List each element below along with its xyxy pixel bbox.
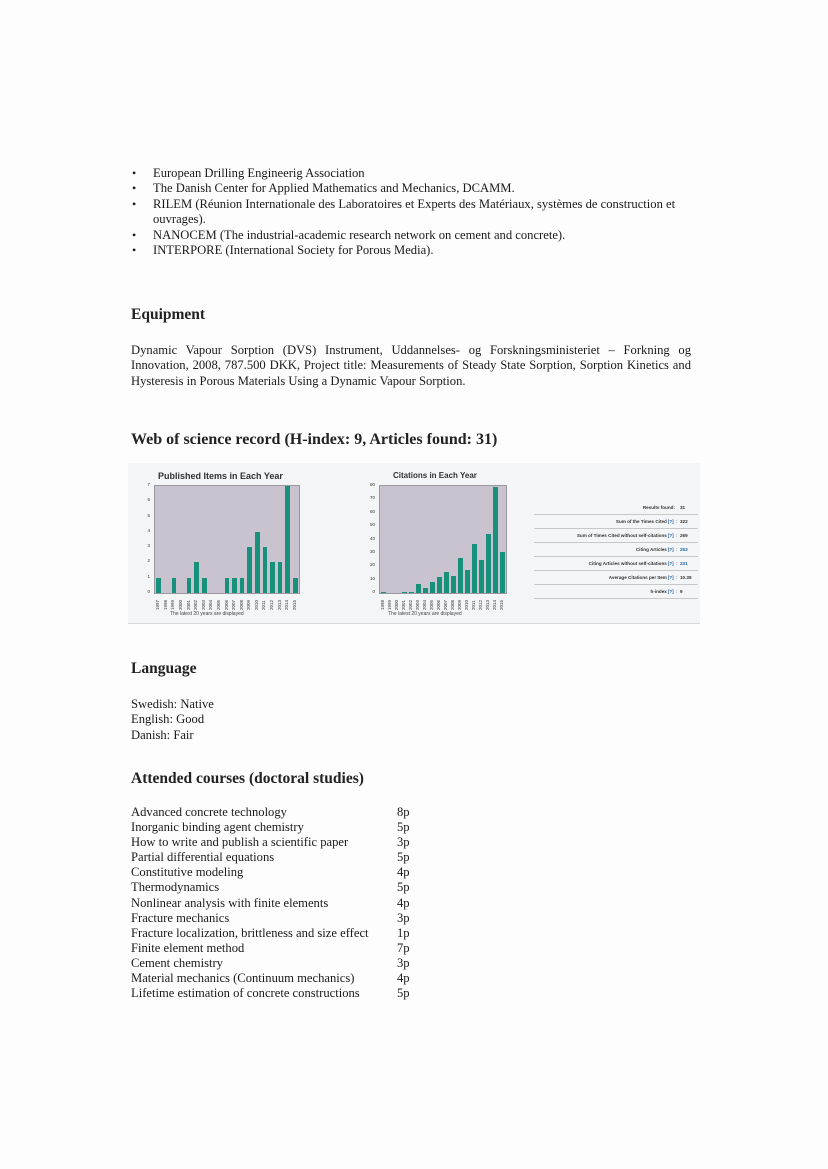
chart-caption: The latest 20 years are displayed: [388, 611, 462, 617]
course-points: 3p: [397, 955, 410, 970]
x-tick-label: 2010: [464, 599, 469, 610]
x-tick-label: 2004: [422, 599, 427, 610]
x-tick-label: 1999: [387, 599, 392, 610]
chart-title: Citations in Each Year: [393, 471, 477, 480]
course-points: 4p: [397, 971, 410, 986]
bar: [437, 577, 441, 593]
bar: [156, 578, 161, 593]
course-name: Nonlinear analysis with finite elements: [131, 895, 329, 910]
stat-row: [534, 501, 698, 515]
stat-separator: :: [675, 575, 677, 580]
bar: [247, 547, 252, 593]
x-tick-label: 1997: [155, 599, 161, 610]
citation-stats: [534, 501, 698, 599]
bar: [278, 562, 283, 593]
x-tick-label: 2014: [492, 599, 497, 610]
bar: [486, 534, 490, 593]
help-link-icon[interactable]: [?]: [667, 589, 674, 594]
bar: [479, 560, 483, 593]
stat-value[interactable]: 231: [680, 561, 688, 566]
course-points: 3p: [397, 910, 410, 925]
help-link-icon[interactable]: [?]: [667, 519, 674, 524]
x-tick-label: 2006: [436, 599, 441, 610]
bar: [444, 572, 448, 593]
course-points: 5p: [397, 820, 410, 835]
x-tick-label: 2002: [193, 599, 199, 610]
stat-row: [534, 529, 698, 543]
plot-area: [379, 485, 507, 594]
stat-row: [534, 557, 698, 571]
x-tick-label: 2008: [238, 599, 244, 610]
x-tick-label: 1999: [170, 599, 176, 610]
x-tick-label: 2010: [253, 599, 259, 610]
bar: [202, 578, 207, 593]
bar: [458, 558, 462, 593]
y-tick-label: 6: [147, 497, 150, 503]
courses-heading: Attended courses (doctoral studies): [131, 770, 364, 787]
courses-table: [131, 805, 431, 1001]
bar: [381, 592, 385, 593]
course-row: [131, 896, 431, 911]
stat-value: 269: [680, 533, 688, 538]
plot-area: [154, 485, 300, 594]
bar: [232, 578, 237, 593]
x-tick-label: 2001: [185, 599, 191, 610]
memberships-list: [132, 166, 692, 258]
stat-value: 9: [680, 589, 683, 594]
course-points: 5p: [397, 850, 410, 865]
y-tick-label: 80: [369, 482, 375, 487]
stat-label: Sum of the Times Cited: [615, 519, 667, 524]
y-tick-label: 70: [369, 495, 375, 501]
course-name: Fracture localization, brittleness and size effect: [131, 925, 369, 940]
stat-row: [534, 543, 698, 557]
membership-item: • The Danish Center for Applied Mathematics and Mechanics, DCAMM.: [132, 181, 692, 196]
x-tick-label: 2003: [415, 599, 420, 610]
bar: [409, 592, 413, 593]
bar: [416, 584, 420, 593]
stat-separator: :: [675, 561, 677, 566]
course-row: [131, 835, 431, 850]
language-item: English: Good: [131, 712, 205, 727]
membership-item: • RILEM (Réunion Internationale des Laboratoires et Experts des Matériaux, systèmes de construction et ouvrages).: [132, 197, 692, 228]
membership-item: • NANOCEM (The industrial-academic research network on cement and concrete).: [132, 228, 692, 243]
bar: [423, 588, 427, 593]
course-row: [131, 956, 431, 971]
stat-value: 31: [680, 505, 686, 510]
course-name: Cement chemistry: [131, 955, 223, 970]
chart-title: Published Items in Each Year: [158, 471, 283, 481]
wos-heading: Web of science record (H-index: 9, Articles found: 31): [131, 431, 498, 448]
course-row: [131, 805, 431, 820]
y-tick-label: 0: [372, 589, 375, 594]
stat-row: [534, 515, 698, 529]
stat-value: 322: [680, 519, 688, 524]
bar: [255, 532, 260, 593]
published-items-chart: [138, 463, 298, 623]
x-tick-label: 1998: [162, 599, 168, 610]
x-tick-label: 2012: [268, 599, 274, 610]
stat-value[interactable]: 253: [680, 547, 688, 552]
bar: [285, 486, 290, 593]
y-tick-label: 30: [369, 548, 375, 554]
membership-item: • INTERPORE (International Society for Porous Media).: [132, 243, 692, 258]
x-tick-label: 2001: [401, 599, 406, 610]
help-link-icon[interactable]: [?]: [667, 575, 674, 580]
stat-value: 10.39: [680, 575, 692, 580]
course-row: [131, 865, 431, 880]
x-tick-label: 2015: [291, 599, 297, 610]
stat-separator: :: [675, 589, 677, 594]
x-tick-label: 2002: [408, 599, 413, 610]
y-tick-label: 1: [147, 573, 150, 579]
equipment-heading: Equipment: [131, 306, 206, 323]
language-item: Swedish: Native: [131, 697, 214, 711]
bar: [472, 544, 476, 593]
course-name: Partial differential equations: [131, 850, 275, 865]
language-heading: Language: [131, 660, 197, 677]
bar: [293, 578, 298, 593]
bar: [270, 562, 275, 593]
x-tick-label: 2005: [429, 599, 434, 610]
x-tick-label: 2013: [485, 599, 490, 610]
bar: [240, 578, 245, 593]
stat-label: Results found:: [642, 505, 675, 510]
bar: [493, 487, 497, 593]
y-tick-label: 3: [147, 543, 150, 549]
x-tick-label: 2015: [499, 599, 504, 610]
course-name: Constitutive modeling: [131, 865, 244, 880]
course-row: [131, 971, 431, 986]
y-tick-label: 50: [369, 522, 375, 528]
bar: [263, 547, 268, 593]
y-tick-label: 2: [147, 558, 150, 564]
course-name: Advanced concrete technology: [131, 805, 287, 819]
bar: [402, 592, 406, 593]
stat-row: [534, 571, 698, 585]
y-tick-label: 10: [369, 575, 375, 581]
x-tick-label: 1998: [380, 599, 385, 610]
x-tick-label: 2011: [261, 600, 267, 610]
bar: [187, 578, 192, 593]
stat-label: Citing Articles without self-citations: [588, 561, 667, 566]
course-points: 5p: [397, 880, 410, 895]
x-tick-label: 2009: [457, 599, 462, 610]
y-tick-label: 7: [147, 482, 150, 487]
course-points: 3p: [397, 835, 410, 850]
stat-separator: :: [675, 519, 677, 524]
course-row: [131, 820, 431, 835]
y-tick-label: 20: [369, 562, 375, 568]
course-row: [131, 941, 431, 956]
bar: [430, 582, 434, 593]
citations-chart: [363, 463, 513, 623]
x-tick-label: 2008: [450, 599, 455, 610]
x-tick-label: 2011: [471, 600, 476, 610]
stat-label: Average Citations per Item: [608, 575, 667, 580]
chart-caption: The latest 20 years are displayed: [170, 611, 244, 617]
x-tick-label: 2003: [200, 599, 206, 610]
stat-row: [534, 585, 698, 599]
x-tick-label: 2004: [208, 599, 214, 610]
bar: [451, 576, 455, 593]
course-name: How to write and publish a scientific paper: [131, 835, 349, 850]
bar: [465, 570, 469, 593]
course-name: Material mechanics (Continuum mechanics): [131, 971, 355, 986]
stat-separator: :: [675, 533, 677, 538]
bar: [225, 578, 230, 593]
y-tick-label: 40: [369, 535, 375, 541]
x-tick-label: 2007: [231, 599, 237, 610]
x-tick-label: 2007: [443, 599, 448, 610]
course-row: [131, 926, 431, 941]
help-link-icon[interactable]: [?]: [667, 547, 674, 552]
course-points: 5p: [397, 986, 410, 1001]
course-points: 7p: [397, 940, 410, 955]
course-row: [131, 850, 431, 865]
y-tick-label: 4: [147, 527, 150, 533]
bar: [172, 578, 177, 593]
help-link-icon[interactable]: [?]: [667, 533, 674, 538]
course-name: Thermodynamics: [131, 880, 220, 895]
wos-citation-report-panel: [128, 463, 700, 624]
help-link-icon[interactable]: [?]: [667, 561, 674, 566]
stat-label: Citing Articles: [635, 547, 667, 552]
language-item: Danish: Fair: [131, 727, 194, 742]
stat-label: h-index: [650, 589, 667, 594]
course-points: 1p: [397, 925, 410, 940]
language-list: [131, 697, 214, 743]
x-tick-label: 2006: [223, 599, 229, 610]
x-tick-label: 2005: [215, 599, 221, 610]
y-tick-label: 0: [147, 589, 150, 594]
course-row: [131, 911, 431, 926]
course-name: Fracture mechanics: [131, 910, 230, 925]
stat-label: Sum of Times Cited without self-citations: [576, 533, 667, 538]
course-points: 4p: [397, 865, 410, 880]
y-tick-label: 60: [369, 508, 375, 514]
course-points: 4p: [397, 895, 410, 910]
y-tick-label: 5: [147, 512, 150, 518]
x-tick-label: 2014: [284, 599, 290, 610]
course-row: [131, 986, 431, 1001]
course-row: [131, 880, 431, 895]
bar: [194, 562, 199, 593]
course-name: Lifetime estimation of concrete constructions: [131, 986, 360, 1001]
x-tick-label: 2000: [178, 599, 184, 610]
x-tick-label: 2013: [276, 599, 282, 610]
membership-item: • European Drilling Engineerig Association: [132, 166, 692, 181]
course-name: Inorganic binding agent chemistry: [131, 820, 304, 835]
stat-separator: :: [675, 547, 677, 552]
course-points: 8p: [397, 805, 410, 819]
bar: [500, 552, 504, 593]
course-name: Finite element method: [131, 940, 245, 955]
equipment-text: Dynamic Vapour Sorption (DVS) Instrument, Uddannelses- og Forskningsministeriet – Forkning og Innovation, 2008, 787.500 DKK, Project title: Measurements of Steady State Sorption, Sorption Kinetics and Hysteresis in Porous Materials Using a Dynamic Vapour Sorption.: [131, 343, 691, 388]
x-tick-label: 2009: [246, 599, 252, 610]
x-tick-label: 2000: [394, 599, 399, 610]
x-tick-label: 2012: [478, 599, 483, 610]
